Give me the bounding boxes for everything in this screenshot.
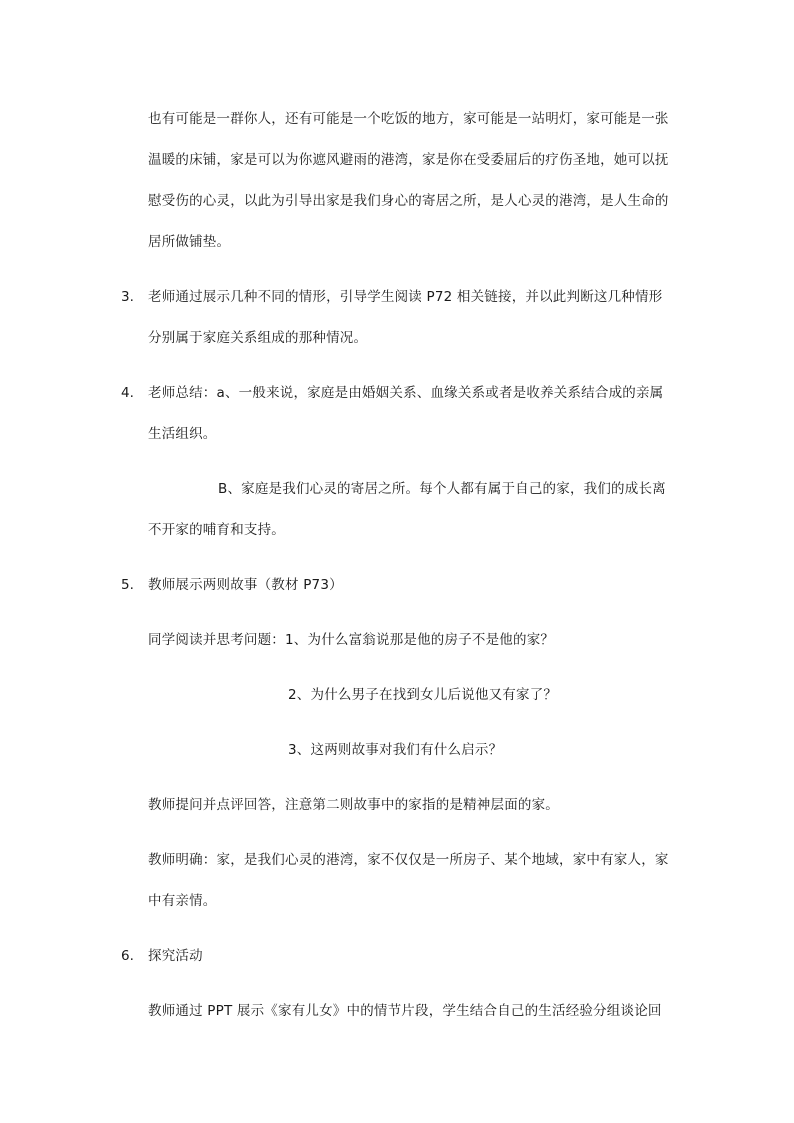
- list-number: 3.: [121, 289, 134, 305]
- list-item-line: B、家庭是我们心灵的寄居之所。每个人都有属于自己的家，我们的成长离: [218, 481, 666, 497]
- list-item-line: 教师展示两则故事（教材 P73）: [148, 577, 343, 593]
- list-number: 4.: [121, 385, 134, 401]
- paragraph-line: 也有可能是一群你人，还有可能是一个吃饭的地方，家可能是一站明灯，家可能是一张: [148, 111, 669, 127]
- paragraph-line: 温暖的床铺，家是可以为你遮风避雨的港湾，家是你在受委屈后的疗伤圣地，她可以抚: [148, 152, 669, 168]
- list-item-line: 不开家的哺育和支持。: [148, 522, 285, 538]
- list-number: 6.: [121, 948, 134, 964]
- list-item-line: 中有亲情。: [148, 893, 217, 909]
- list-number: 5.: [121, 577, 134, 593]
- list-item-line: 老师通过展示几种不同的情形，引导学生阅读 P72 相关链接，并以此判断这几种情形: [148, 289, 663, 305]
- list-item-line: 教师提问并点评回答，注意第二则故事中的家指的是精神层面的家。: [148, 797, 559, 813]
- list-item-line: 探究活动: [148, 948, 203, 964]
- list-item-line: 教师通过 PPT 展示《家有儿女》中的情节片段，学生结合自己的生活经验分组谈论回: [148, 1003, 662, 1019]
- list-item-line: 教师明确：家，是我们心灵的港湾，家不仅仅是一所房子、某个地域，家中有家人，家: [148, 852, 669, 868]
- paragraph-line: 慰受伤的心灵，以此为引导出家是我们身心的寄居之所，是人心灵的港湾，是人生命的: [148, 193, 669, 209]
- list-item-line: 同学阅读并思考问题：1、为什么富翁说那是他的房子不是他的家？: [148, 632, 555, 648]
- list-item-line: 生活组织。: [148, 426, 217, 442]
- list-item-line: 老师总结：a、一般来说，家庭是由婚姻关系、血缘关系或者是收养关系结合成的亲属: [148, 385, 664, 401]
- paragraph-line: 居所做铺垫。: [148, 234, 231, 250]
- list-item-line: 分别属于家庭关系组成的那种情况。: [148, 330, 368, 346]
- list-item-line: 3、这两则故事对我们有什么启示？: [288, 742, 503, 758]
- list-item-line: 2、为什么男子在找到女儿后说他又有家了？: [288, 687, 558, 703]
